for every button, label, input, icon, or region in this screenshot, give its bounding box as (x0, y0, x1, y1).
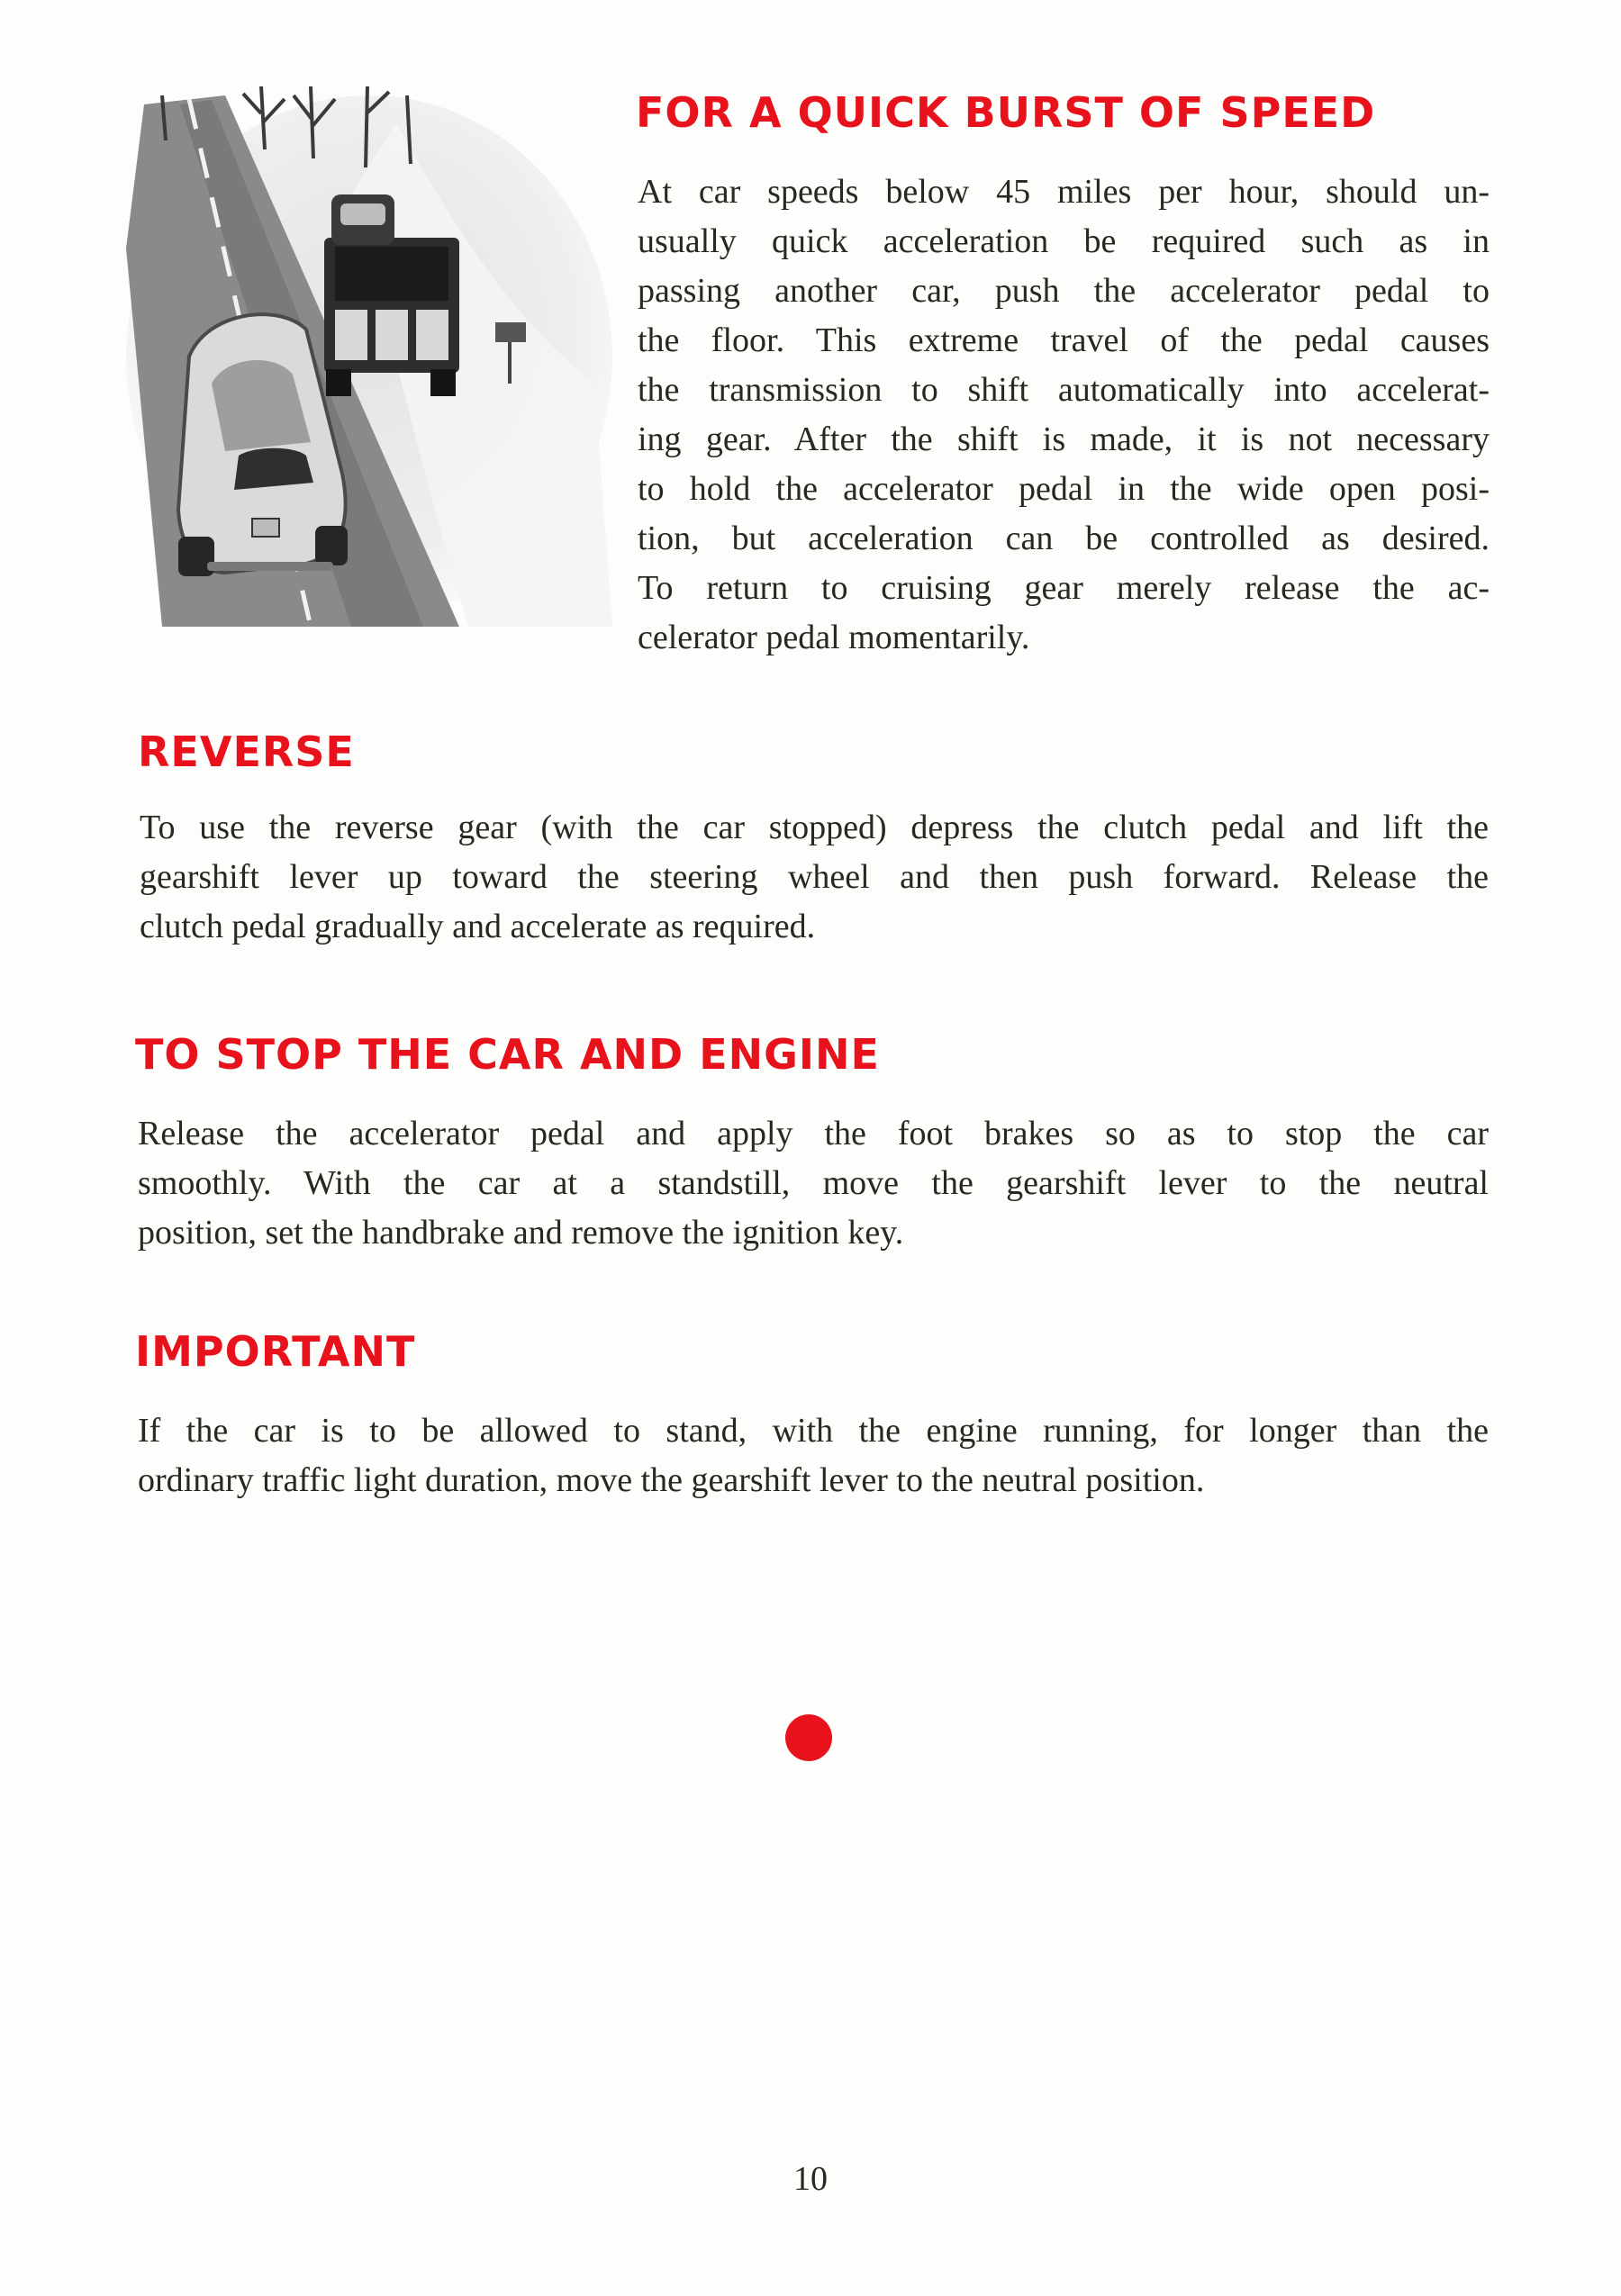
text-line: To use the reverse gear (with the car stopped) depress the clutch pedal and lift the (140, 809, 1489, 846)
heading-stop-car: TO STOP THE CAR AND ENGINE (135, 1030, 880, 1079)
text-line: celerator pedal momentarily. (638, 619, 1030, 656)
text-line: If the car is to be allowed to stand, with the engine running, for longer than the (138, 1412, 1489, 1450)
heading-important: IMPORTANT (135, 1327, 416, 1376)
paragraph-quick-burst (638, 167, 1490, 663)
red-dot-ornament (785, 1714, 832, 1761)
text-line: tion, but acceleration can be controlled as desired. (638, 520, 1490, 557)
text-line: Release the accelerator pedal and apply the foot brakes so as to stop the car (138, 1115, 1489, 1153)
text-line: smoothly. With the car at a standstill, move the gearshift lever to the neutral (138, 1164, 1489, 1202)
text-line: gearshift lever up toward the steering wheel and then push forward. Release the (140, 858, 1489, 896)
heading-reverse: REVERSE (138, 728, 355, 776)
page-number: 10 (793, 2160, 828, 2198)
heading-quick-burst: FOR A QUICK BURST OF SPEED (636, 88, 1376, 137)
paragraph-stop-car (138, 1109, 1489, 1258)
paragraph-reverse (140, 803, 1489, 952)
text-line: the floor. This extreme travel of the pedal causes (638, 321, 1490, 359)
text-line: To return to cruising gear merely release the ac- (638, 569, 1490, 607)
text-line: clutch pedal gradually and accelerate as required. (140, 908, 816, 945)
text-line: At car speeds below 45 miles per hour, should un- (638, 173, 1490, 211)
text-line: usually quick acceleration be required such as in (638, 222, 1490, 260)
text-line: to hold the accelerator pedal in the wide open posi- (638, 470, 1490, 508)
text-line: passing another car, push the accelerator pedal to (638, 272, 1490, 310)
road-passing-illustration (126, 86, 612, 627)
paragraph-important (138, 1406, 1489, 1505)
text-line: position, set the handbrake and remove the ignition key. (138, 1214, 904, 1252)
text-line: ing gear. After the shift is made, it is not necessary (638, 420, 1490, 458)
text-line: the transmission to shift automatically into accelerat- (638, 371, 1490, 409)
text-line: ordinary traffic light duration, move the gearshift lever to the neutral position. (138, 1461, 1205, 1499)
